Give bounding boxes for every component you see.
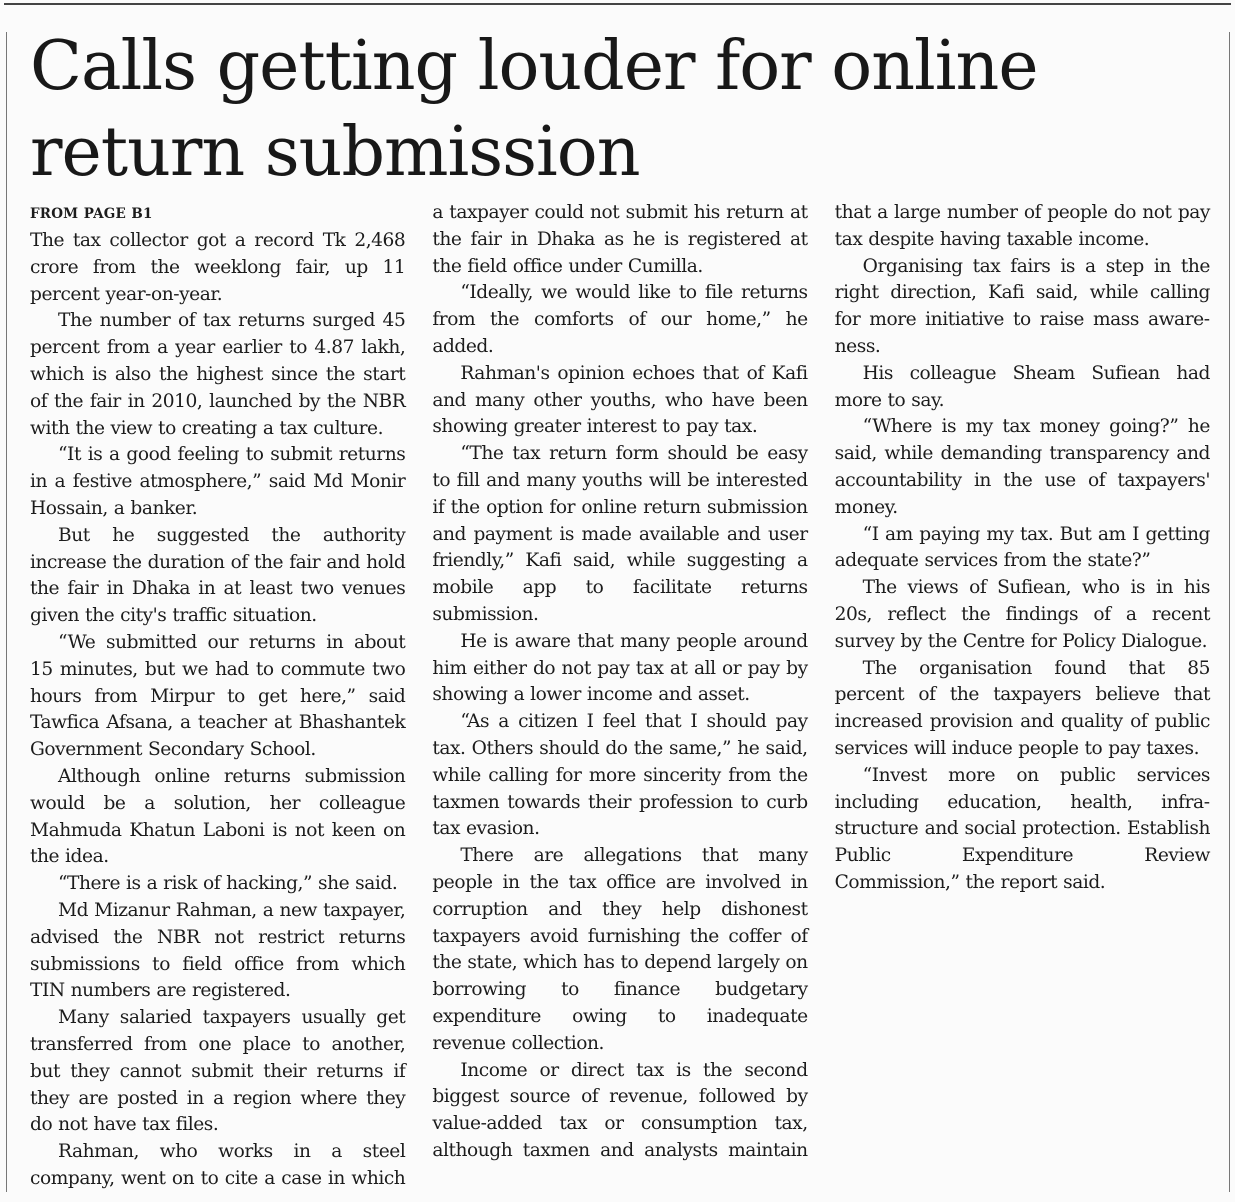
article-paragraph: His colleague Sheam Sufiean had more to say. <box>834 362 1210 411</box>
article-paragraph: Md Mizanur Rahman, a new taxpayer, advised the NBR not restrict returns submissions to field office from which TIN numbers are registered. <box>30 899 406 1002</box>
article-paragraph: “It is a good feeling to submit returns in a festive atmosphere,” said Md Monir Hossain, a banker. <box>30 444 406 519</box>
jump-label: FROM PAGE B1 <box>30 206 153 222</box>
headline: Calls getting louder for online return submission <box>30 27 1038 192</box>
article-paragraph: Organising tax fairs is a step in the right direction, Kafi said, while calling for more initiative to raise mass awareness. <box>834 255 1210 357</box>
article-paragraph: Many salaried taxpayers usually get transferred from one place to another, but they cannot submit their returns if they are posted in a region where they do not have tax files. <box>30 1007 406 1136</box>
right-border <box>1229 32 1230 1192</box>
left-border <box>6 32 7 1192</box>
article-body <box>30 200 1210 1195</box>
article-paragraph: Income or direct tax is the second biggest source of revenue, followed by value-added tax or consumption tax, although taxmen and analysts maintain that a large number of people do not pay tax despite having taxable income. <box>432 202 1210 1161</box>
article-paragraph: Although online returns submission would be a solution, her colleague Mahmuda Khatun Laboni is not keen on the idea. <box>30 765 406 868</box>
article-paragraph: “We submitted our returns in about 15 minutes, but we had to commute two hours from Mirpur to get here,” said Tawfica Afsana, a teacher at Bhashantek Government Secondary School. <box>30 631 406 761</box>
article-paragraph: “The tax return form should be easy to fill and many youths will be interested if the option for online return submission and payment is made available and user friendly,” Kafi said, while suggesting a mobile app to facilitate returns submission. <box>432 443 808 625</box>
top-rule <box>4 3 1231 5</box>
article-paragraph: The number of tax returns surged 45 percent from a year earlier to 4.87 lakh, which is also the highest since the start of the fair in 2010, launched by the NBR with the view to creating a tax culture. <box>30 310 406 439</box>
article-paragraph: “I am paying my tax. But am I getting adequate services from the state?” <box>834 523 1210 572</box>
article-paragraph: “Ideally, we would like to file returns from the comforts of our home,” he added. <box>432 282 808 357</box>
article-paragraph: Rahman's opinion echoes that of Kafi and many other youths, who have been showing greater interest to pay tax. <box>432 362 808 438</box>
article-paragraph: “There is a risk of hacking,” she said. <box>58 873 398 895</box>
article-paragraph: The tax collector got a record Tk 2,468 crore from the weeklong fair, up 11 percent year-on-year. <box>30 230 406 305</box>
article-paragraph: “As a citizen I feel that I should pay tax. Others should do the same,” he said, while calling for more sincerity from the taxmen towards their profession to curb tax evasion. <box>432 711 808 840</box>
article-paragraph: The views of Sufiean, who is in his 20s, reflect the findings of a recent survey by the Centre for Policy Dialogue. <box>834 577 1210 652</box>
article-paragraph: Rahman, who works in a steel company, went on to cite a case in which a taxpayer could not submit his return at the fair in Dhaka as he is registered at the field office under Cumilla. <box>30 202 808 1189</box>
article-paragraph: There are allegations that many people in the tax office are involved in corruption and they help dishonest taxpayers avoid furnishing the coffer of the state, which has to depend largely on borrowing to finance budgetary expenditure owing to inadequate revenue collection. <box>432 845 808 1054</box>
article-paragraph: “Invest more on public services including education, health, infrastructure and social protection. Establish Public Expenditure Review Commission,” the report said. <box>834 764 1210 893</box>
article-paragraph: “Where is my tax money going?” he said, while demanding transparency and accountability in the use of taxpayers' money. <box>834 416 1210 518</box>
article-paragraph: The organisation found that 85 percent of the taxpayers believe that increased provision and quality of public services will induce people to pay taxes. <box>834 657 1210 759</box>
article-paragraph: He is aware that many people around him either do not pay tax at all or pay by showing a lower income and asset. <box>432 630 808 706</box>
article-paragraph: But he suggested the authority increase the duration of the fair and hold the fair in Dhaka in at least two venues given the city's traffic situation. <box>30 524 406 627</box>
